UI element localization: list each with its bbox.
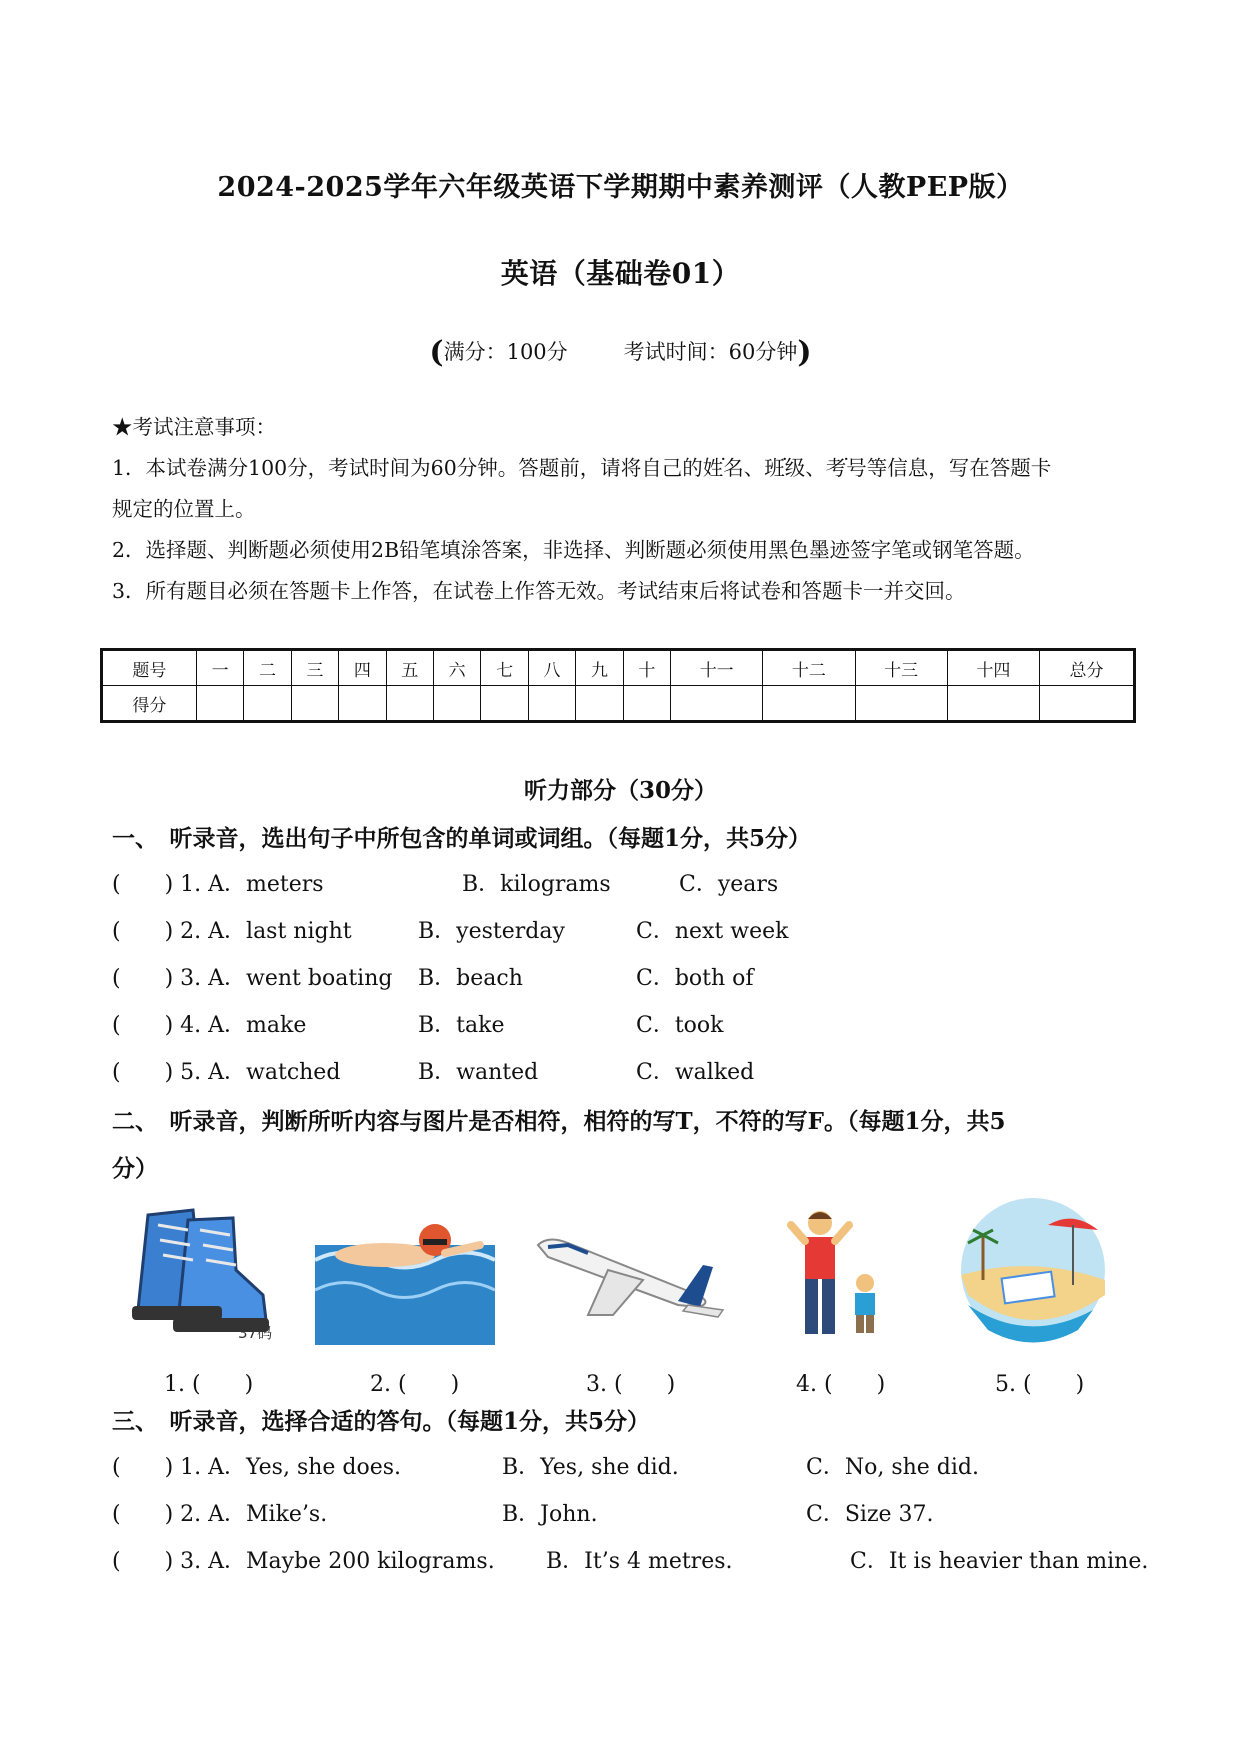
notes-title: ★考试注意事项： — [112, 415, 276, 439]
score-table-header-cell: 十一 — [671, 650, 763, 686]
father-son-icon — [785, 1205, 895, 1340]
score-table-header-cell: 二 — [244, 650, 291, 686]
score-cell[interactable] — [1039, 686, 1134, 722]
score-table-header-cell: 五 — [386, 650, 433, 686]
score-cell[interactable] — [576, 686, 623, 722]
score-table-header-cell: 九 — [576, 650, 623, 686]
score-table-header-cell: 六 — [433, 650, 480, 686]
score-cell[interactable] — [291, 686, 338, 722]
boot-size-label: 37码 — [238, 1324, 273, 1340]
score-table-header-cell: 十 — [623, 650, 670, 686]
score-row-label: 得分 — [102, 686, 197, 722]
exam-time: 考试时间：60分钟 — [623, 340, 798, 364]
part3-heading: 三、 听录音，选择合适的答句。（每题1分，共5分） — [112, 1408, 651, 1435]
exam-title: 2024-2025学年六年级英语下学期期中素养测评（人教PEP版） — [217, 172, 1024, 203]
part2-heading-cont: 分） — [112, 1155, 158, 1182]
beach-icon — [958, 1195, 1108, 1345]
score-cell[interactable] — [433, 686, 480, 722]
score-table-header-cell: 三 — [291, 650, 338, 686]
score-cell[interactable] — [339, 686, 386, 722]
notes-item-3: 3．所有题目必须在答题卡上作答，在试卷上作答无效。考试结束后将试卷和答题卡一并交回。 — [112, 579, 966, 603]
paren-close: ) — [797, 335, 812, 370]
score-cell[interactable] — [528, 686, 575, 722]
picture-label-3: 3. ( ) — [586, 1372, 676, 1397]
score-cell[interactable] — [244, 686, 291, 722]
score-table-header-cell: 题号 — [102, 650, 197, 686]
paren-open: ( — [429, 335, 444, 370]
score-table-header-cell: 七 — [481, 650, 528, 686]
emph-class: 班级 — [764, 456, 806, 480]
score-time-line — [0, 335, 1241, 370]
score-cell[interactable] — [763, 686, 855, 722]
airplane-icon — [528, 1225, 728, 1330]
score-table — [100, 648, 1136, 723]
score-cell[interactable] — [671, 686, 763, 722]
score-table-score-row — [102, 686, 1135, 722]
picture-label-5: 5. ( ) — [995, 1372, 1085, 1397]
listening-section-title: 听力部分（30分） — [523, 777, 717, 804]
score-table-header-cell: 十四 — [947, 650, 1039, 686]
part2-heading: 二、 听录音，判断所听内容与图片是否相符，相符的写T，不符的写F。（每题1分，共5 — [112, 1108, 1006, 1135]
emph-name: 姓名 — [702, 456, 744, 480]
score-table-header-cell: 十二 — [763, 650, 855, 686]
score-cell[interactable] — [947, 686, 1039, 722]
score-cell[interactable] — [386, 686, 433, 722]
score-cell[interactable] — [855, 686, 947, 722]
score-table-header-cell: 八 — [528, 650, 575, 686]
picture-label-2: 2. ( ) — [370, 1372, 460, 1397]
exam-subtitle: 英语（基础卷01） — [500, 257, 741, 290]
picture-label-1: 1. ( ) — [164, 1372, 254, 1397]
score-table-header-cell: 总分 — [1039, 650, 1134, 686]
score-table-header-row — [102, 650, 1135, 686]
swimmer-icon — [315, 1215, 505, 1345]
emph-number: 考号 — [825, 456, 867, 480]
score-cell[interactable] — [196, 686, 243, 722]
score-table-header-cell: 十三 — [855, 650, 947, 686]
exam-notes — [112, 407, 1132, 612]
score-cell[interactable] — [481, 686, 528, 722]
notes-item-2: 2．选择题、判断题必须使用2B铅笔填涂答案，非选择、判断题必须使用黑色墨迹签字笔或钢笔答题。 — [112, 538, 1035, 562]
notes-item-1: 1．本试卷满分100分，考试时间为60分钟。答题前，请将自己的姓名、班级、考号等信息，写在答题卡 — [112, 456, 1052, 480]
score-table-header-cell: 四 — [339, 650, 386, 686]
notes-item-1-cont: 规定的位置上。 — [112, 497, 256, 521]
boots-icon — [118, 1200, 283, 1340]
full-score: 满分：100分 — [443, 340, 568, 364]
score-cell[interactable] — [623, 686, 670, 722]
picture-label-4: 4. ( ) — [796, 1372, 886, 1397]
part1-heading: 一、 听录音，选出句子中所包含的单词或词组。（每题1分，共5分） — [112, 825, 812, 852]
score-table-header-cell: 一 — [196, 650, 243, 686]
